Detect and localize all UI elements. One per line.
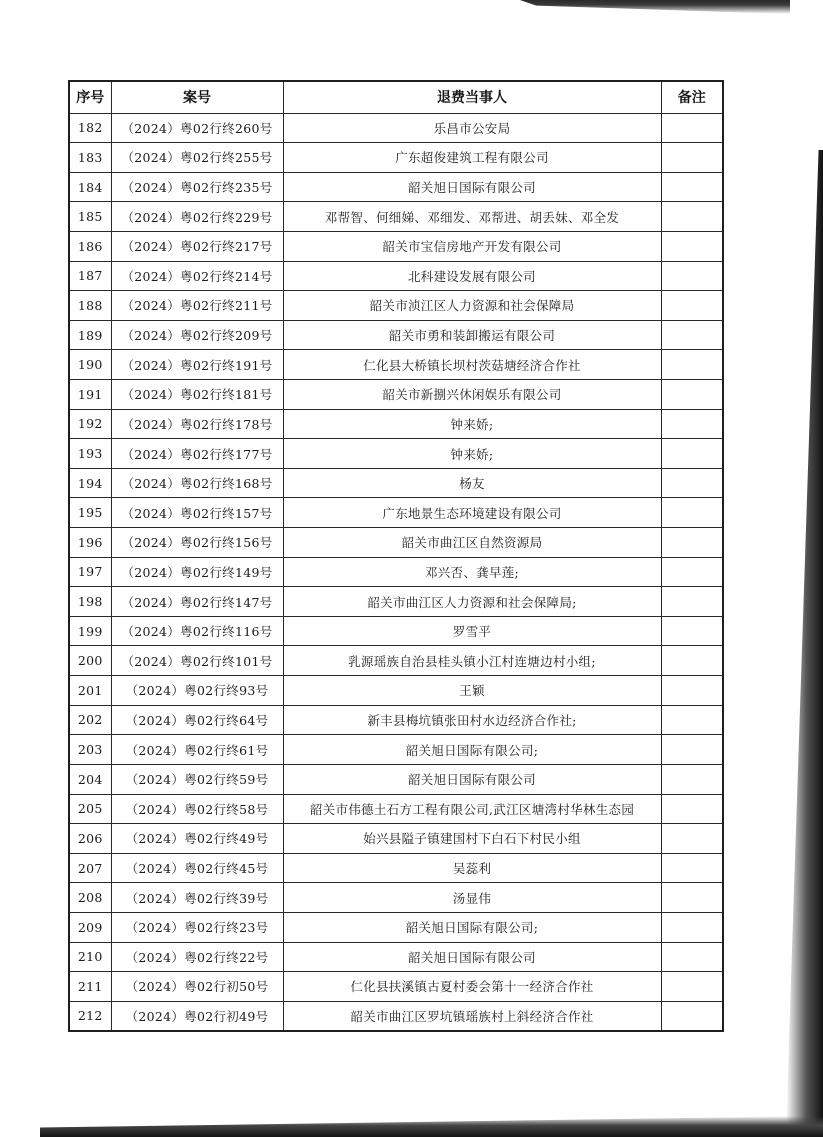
cell-seq: 194	[69, 468, 111, 498]
cell-party: 吴蕊利	[283, 853, 661, 883]
cell-party: 王颖	[283, 676, 661, 706]
header-remark: 备注	[661, 81, 723, 113]
cell-case-no: （2024）粤02行终116号	[111, 616, 283, 646]
table-row	[69, 350, 723, 380]
cell-remark	[661, 202, 723, 232]
cell-seq: 184	[69, 172, 111, 202]
cell-seq: 203	[69, 735, 111, 765]
cell-case-no: （2024）粤02行终178号	[111, 409, 283, 439]
table-row	[69, 202, 723, 232]
cell-case-no: （2024）粤02行终58号	[111, 794, 283, 824]
cell-party: 韶关市新捌兴休闲娱乐有限公司	[283, 379, 661, 409]
refund-case-table	[68, 80, 724, 1032]
table-row	[69, 853, 723, 883]
table-body	[69, 113, 723, 1031]
cell-party: 韶关旭日国际有限公司	[283, 942, 661, 972]
table-row	[69, 1001, 723, 1031]
cell-party: 韶关市宝信房地产开发有限公司	[283, 231, 661, 261]
cell-seq: 209	[69, 912, 111, 942]
cell-case-no: （2024）粤02行终211号	[111, 291, 283, 321]
cell-party: 韶关市浈江区人力资源和社会保障局	[283, 291, 661, 321]
cell-party: 仁化县扶溪镇古夏村委会第十一经济合作社	[283, 972, 661, 1002]
table-row	[69, 113, 723, 143]
cell-remark	[661, 794, 723, 824]
cell-case-no: （2024）粤02行终168号	[111, 468, 283, 498]
cell-remark	[661, 379, 723, 409]
cell-party: 钟来娇;	[283, 409, 661, 439]
cell-case-no: （2024）粤02行终64号	[111, 705, 283, 735]
cell-seq: 182	[69, 113, 111, 143]
scan-edge-top	[520, 0, 790, 14]
scan-edge-right	[786, 150, 823, 1137]
cell-case-no: （2024）粤02行终229号	[111, 202, 283, 232]
cell-party: 韶关旭日国际有限公司	[283, 764, 661, 794]
cell-seq: 199	[69, 616, 111, 646]
cell-case-no: （2024）粤02行终214号	[111, 261, 283, 291]
cell-case-no: （2024）粤02行终209号	[111, 320, 283, 350]
cell-remark	[661, 824, 723, 854]
cell-seq: 205	[69, 794, 111, 824]
cell-party: 广东地景生态环境建设有限公司	[283, 498, 661, 528]
cell-case-no: （2024）粤02行终101号	[111, 646, 283, 676]
cell-party: 韶关旭日国际有限公司	[283, 172, 661, 202]
cell-seq: 207	[69, 853, 111, 883]
cell-seq: 186	[69, 231, 111, 261]
header-party: 退费当事人	[283, 81, 661, 113]
cell-seq: 188	[69, 291, 111, 321]
cell-remark	[661, 883, 723, 913]
cell-seq: 189	[69, 320, 111, 350]
cell-case-no: （2024）粤02行终149号	[111, 557, 283, 587]
cell-seq: 200	[69, 646, 111, 676]
cell-case-no: （2024）粤02行终235号	[111, 172, 283, 202]
table-row	[69, 409, 723, 439]
cell-case-no: （2024）粤02行终255号	[111, 143, 283, 173]
cell-case-no: （2024）粤02行初50号	[111, 972, 283, 1002]
table-row	[69, 231, 723, 261]
cell-remark	[661, 439, 723, 469]
table-row	[69, 439, 723, 469]
table-row	[69, 883, 723, 913]
cell-seq: 201	[69, 676, 111, 706]
cell-remark	[661, 468, 723, 498]
cell-party: 邓帮智、何细娣、邓细发、邓帮进、胡丢妹、邓全发	[283, 202, 661, 232]
table-row	[69, 143, 723, 173]
cell-party: 仁化县大桥镇长坝村茨菇塘经济合作社	[283, 350, 661, 380]
cell-party: 新丰县梅坑镇张田村水边经济合作社;	[283, 705, 661, 735]
cell-seq: 202	[69, 705, 111, 735]
table-row	[69, 676, 723, 706]
cell-seq: 185	[69, 202, 111, 232]
cell-remark	[661, 528, 723, 558]
cell-party: 邓兴否、龚早莲;	[283, 557, 661, 587]
cell-party: 韶关旭日国际有限公司;	[283, 912, 661, 942]
table-row	[69, 528, 723, 558]
table-row	[69, 646, 723, 676]
table-row	[69, 735, 723, 765]
cell-party: 韶关市勇和装卸搬运有限公司	[283, 320, 661, 350]
cell-case-no: （2024）粤02行初49号	[111, 1001, 283, 1031]
cell-party: 韶关市曲江区人力资源和社会保障局;	[283, 587, 661, 617]
cell-seq: 196	[69, 528, 111, 558]
table-row	[69, 379, 723, 409]
header-case-no: 案号	[111, 81, 283, 113]
table-row	[69, 794, 723, 824]
cell-case-no: （2024）粤02行终177号	[111, 439, 283, 469]
cell-remark	[661, 231, 723, 261]
table-row	[69, 764, 723, 794]
cell-remark	[661, 291, 723, 321]
cell-seq: 183	[69, 143, 111, 173]
table-row	[69, 498, 723, 528]
cell-seq: 204	[69, 764, 111, 794]
scan-edge-bottom	[40, 1116, 823, 1137]
cell-case-no: （2024）粤02行终191号	[111, 350, 283, 380]
cell-seq: 192	[69, 409, 111, 439]
cell-party: 罗雪平	[283, 616, 661, 646]
cell-seq: 190	[69, 350, 111, 380]
header-seq: 序号	[69, 81, 111, 113]
cell-seq: 206	[69, 824, 111, 854]
cell-remark	[661, 646, 723, 676]
cell-party: 韶关市曲江区罗坑镇瑶族村上斜经济合作社	[283, 1001, 661, 1031]
cell-case-no: （2024）粤02行终45号	[111, 853, 283, 883]
cell-seq: 212	[69, 1001, 111, 1031]
cell-seq: 211	[69, 972, 111, 1002]
table-row	[69, 942, 723, 972]
table-row	[69, 587, 723, 617]
table-row	[69, 912, 723, 942]
cell-seq: 208	[69, 883, 111, 913]
cell-case-no: （2024）粤02行终23号	[111, 912, 283, 942]
table-row	[69, 705, 723, 735]
cell-remark	[661, 350, 723, 380]
cell-party: 韶关旭日国际有限公司;	[283, 735, 661, 765]
table-row	[69, 291, 723, 321]
cell-case-no: （2024）粤02行终260号	[111, 113, 283, 143]
cell-seq: 187	[69, 261, 111, 291]
cell-seq: 195	[69, 498, 111, 528]
cell-remark	[661, 942, 723, 972]
cell-party: 北科建设发展有限公司	[283, 261, 661, 291]
cell-remark	[661, 853, 723, 883]
cell-remark	[661, 587, 723, 617]
cell-case-no: （2024）粤02行终217号	[111, 231, 283, 261]
cell-seq: 198	[69, 587, 111, 617]
cell-case-no: （2024）粤02行终49号	[111, 824, 283, 854]
cell-remark	[661, 261, 723, 291]
cell-remark	[661, 1001, 723, 1031]
table-row	[69, 616, 723, 646]
table-row	[69, 320, 723, 350]
cell-remark	[661, 616, 723, 646]
cell-remark	[661, 320, 723, 350]
cell-remark	[661, 409, 723, 439]
cell-case-no: （2024）粤02行终156号	[111, 528, 283, 558]
cell-party: 乳源瑶族自治县桂头镇小江村连塘边村小组;	[283, 646, 661, 676]
cell-remark	[661, 735, 723, 765]
cell-remark	[661, 498, 723, 528]
cell-seq: 191	[69, 379, 111, 409]
cell-party: 汤显伟	[283, 883, 661, 913]
table-row	[69, 972, 723, 1002]
cell-case-no: （2024）粤02行终147号	[111, 587, 283, 617]
cell-remark	[661, 557, 723, 587]
table-row	[69, 557, 723, 587]
cell-case-no: （2024）粤02行终39号	[111, 883, 283, 913]
table-row	[69, 172, 723, 202]
cell-seq: 193	[69, 439, 111, 469]
table-row	[69, 824, 723, 854]
table-row	[69, 261, 723, 291]
cell-seq: 197	[69, 557, 111, 587]
cell-party: 乐昌市公安局	[283, 113, 661, 143]
cell-case-no: （2024）粤02行终157号	[111, 498, 283, 528]
cell-case-no: （2024）粤02行终61号	[111, 735, 283, 765]
cell-party: 韶关市伟德土石方工程有限公司,武江区塘湾村华林生态园	[283, 794, 661, 824]
cell-remark	[661, 705, 723, 735]
cell-remark	[661, 912, 723, 942]
cell-seq: 210	[69, 942, 111, 972]
cell-case-no: （2024）粤02行终22号	[111, 942, 283, 972]
cell-case-no: （2024）粤02行终93号	[111, 676, 283, 706]
table-header-row	[69, 81, 723, 113]
cell-party: 始兴县隘子镇建国村下白石下村民小组	[283, 824, 661, 854]
cell-remark	[661, 143, 723, 173]
cell-remark	[661, 172, 723, 202]
table-row	[69, 468, 723, 498]
cell-remark	[661, 113, 723, 143]
cell-party: 杨友	[283, 468, 661, 498]
cell-party: 广东超俊建筑工程有限公司	[283, 143, 661, 173]
cell-remark	[661, 972, 723, 1002]
cell-remark	[661, 764, 723, 794]
cell-party: 韶关市曲江区自然资源局	[283, 528, 661, 558]
cell-remark	[661, 676, 723, 706]
cell-party: 钟来娇;	[283, 439, 661, 469]
cell-case-no: （2024）粤02行终59号	[111, 764, 283, 794]
cell-case-no: （2024）粤02行终181号	[111, 379, 283, 409]
